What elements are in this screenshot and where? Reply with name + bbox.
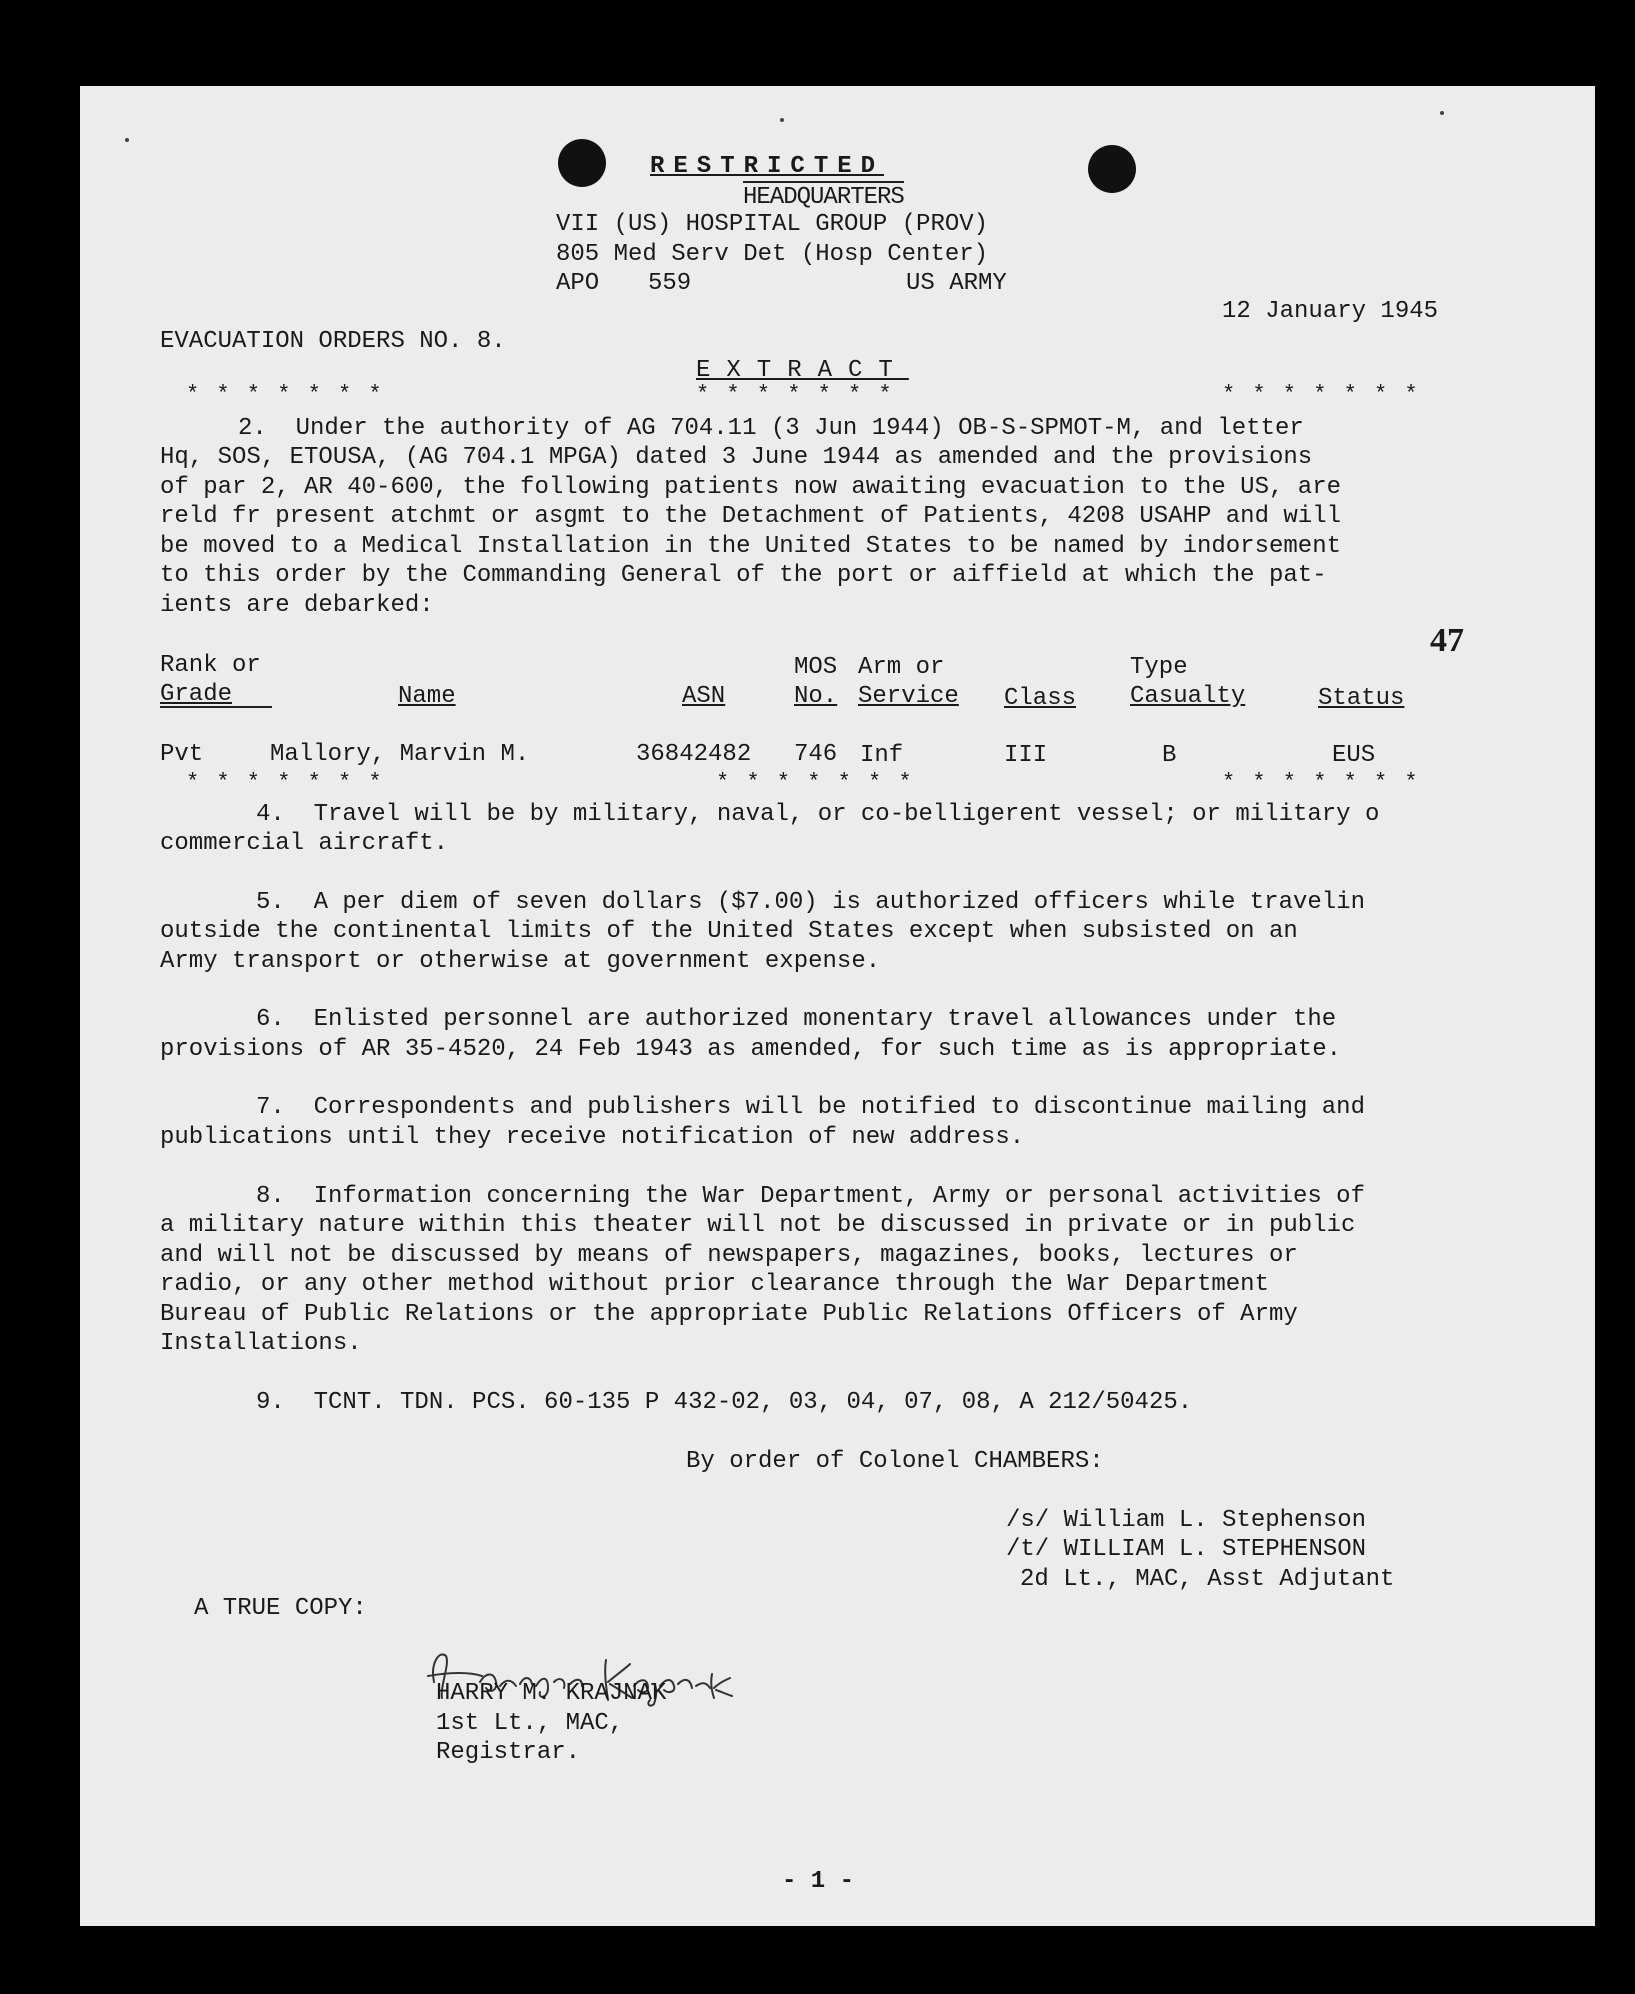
cell-type: B — [1162, 742, 1177, 769]
col-rank-bottom: Grade — [160, 681, 233, 708]
document-date: 12 January 1945 — [1222, 298, 1439, 325]
apo-label: APO — [556, 270, 600, 297]
para2-line: ients are debarked: — [160, 592, 434, 619]
para5-line: outside the continental limits of the United States except when subsisted on an — [160, 918, 1298, 945]
cell-rank: Pvt — [160, 741, 204, 768]
registrar-name: HARRY M. KRAJNAK — [436, 1680, 667, 1707]
para6-line: provisions of AR 35-4520, 24 Feb 1943 as amended, for such time as is appropriate. — [160, 1036, 1341, 1063]
separator-stars: * * * * * * * — [186, 382, 384, 407]
col-mos-bottom: No. — [794, 683, 838, 710]
apo-number: 559 — [648, 270, 692, 297]
para2-line: to this order by the Commanding General of the port or aiffield at which the pat- — [160, 562, 1327, 589]
para7-line: 7. Correspondents and publishers will be notified to discontinue mailing and — [256, 1094, 1365, 1121]
para7-line: publications until they receive notification of new address. — [160, 1124, 1025, 1151]
cell-asn: 36842482 — [636, 741, 752, 768]
speck — [1440, 111, 1444, 115]
col-asn: ASN — [682, 683, 726, 710]
para5-line: 5. A per diem of seven dollars ($7.00) is authorized officers while travelin — [256, 889, 1365, 916]
signature-s-line: /s/ William L. Stephenson — [1006, 1507, 1367, 1534]
para2-line: Hq, SOS, ETOUSA, (AG 704.1 MPGA) dated 3 June 1944 as amended and the provisions — [160, 444, 1313, 471]
col-class: Class — [1004, 685, 1077, 712]
col-mos-top: MOS — [794, 654, 838, 681]
punch-hole-right — [1088, 145, 1136, 193]
cell-arm: Inf — [860, 742, 904, 769]
cell-mos: 746 — [794, 741, 838, 768]
para8-line: Bureau of Public Relations or the appropriate Public Relations Officers of Army — [160, 1301, 1298, 1328]
col-status: Status — [1318, 685, 1405, 712]
separator-stars: * * * * * * * — [1222, 770, 1420, 795]
document-page — [80, 86, 1595, 1926]
para8-line: radio, or any other method without prior clearance through the War Department — [160, 1271, 1269, 1298]
para8-line: and will not be discussed by means of newspapers, magazines, books, lectures or — [160, 1242, 1298, 1269]
col-name: Name — [398, 683, 456, 710]
col-arm-top: Arm or — [858, 654, 945, 681]
unit-line-2: 805 Med Serv Det (Hosp Center) — [556, 241, 989, 268]
para8-line: a military nature within this theater will not be discussed in private or in public — [160, 1212, 1356, 1239]
unit-line-1: VII (US) HOSPITAL GROUP (PROV) — [556, 211, 989, 238]
cell-status: EUS — [1332, 742, 1376, 769]
col-type-top: Type — [1130, 654, 1188, 681]
restricted-heading: RESTRICTED — [650, 153, 885, 180]
signature-t-line: /t/ WILLIAM L. STEPHENSON — [1006, 1536, 1367, 1563]
col-rank-top: Rank or — [160, 652, 261, 679]
speck — [125, 138, 129, 142]
para2-line: be moved to a Medical Installation in the United States to be named by indorsement — [160, 533, 1341, 560]
para5-line: Army transport or otherwise at government expense. — [160, 948, 881, 975]
extract-heading: EXTRACT — [696, 357, 909, 384]
col-rank-underline — [160, 706, 272, 708]
para2-line: reld fr present atchmt or asgmt to the Detachment of Patients, 4208 USAHP and will — [160, 503, 1341, 530]
signature-title: 2d Lt., MAC, Asst Adjutant — [1020, 1566, 1395, 1593]
para2-line: of par 2, AR 40-600, the following patients now awaiting evacuation to the US, are — [160, 474, 1341, 501]
by-order-line: By order of Colonel CHAMBERS: — [686, 1448, 1104, 1475]
para8-line: 8. Information concerning the War Department, Army or personal activities of — [256, 1183, 1365, 1210]
para6-line: 6. Enlisted personnel are authorized monentary travel allowances under the — [256, 1006, 1337, 1033]
punch-hole-left — [558, 139, 606, 187]
registrar-title: Registrar. — [436, 1739, 581, 1766]
headquarters-heading: HEADQUARTERS — [743, 181, 904, 212]
registrar-signature-text — [420, 1686, 430, 1687]
separator-stars: * * * * * * * — [186, 770, 384, 795]
page-number: - 1 - — [782, 1868, 855, 1895]
para9-line: 9. TCNT. TDN. PCS. 60-135 P 432-02, 03, 04, 07, 08, A 212/50425. — [256, 1389, 1193, 1416]
true-copy-label: A TRUE COPY: — [194, 1595, 367, 1622]
col-type-bottom: Casualty — [1130, 683, 1246, 710]
army-label: US ARMY — [906, 270, 1007, 297]
col-arm-bottom: Service — [858, 683, 959, 710]
separator-stars: * * * * * * * — [716, 770, 914, 795]
page-mark: 47 — [1430, 622, 1464, 659]
para2-line: 2. Under the authority of AG 704.11 (3 Jun 1944) OB-S-SPMOT-M, and letter — [238, 415, 1304, 442]
cell-name: Mallory, Marvin M. — [270, 741, 530, 768]
para8-line: Installations. — [160, 1330, 362, 1357]
separator-stars: * * * * * * * — [696, 382, 894, 407]
cell-class: III — [1004, 742, 1048, 769]
orders-title: EVACUATION ORDERS NO. 8. — [160, 328, 506, 355]
para4-line: 4. Travel will be by military, naval, or co-belligerent vessel; or military o — [256, 801, 1380, 828]
para4-line: commercial aircraft. — [160, 830, 449, 857]
speck — [780, 118, 784, 122]
separator-stars: * * * * * * * — [1222, 382, 1420, 407]
registrar-rank: 1st Lt., MAC, — [436, 1710, 624, 1737]
